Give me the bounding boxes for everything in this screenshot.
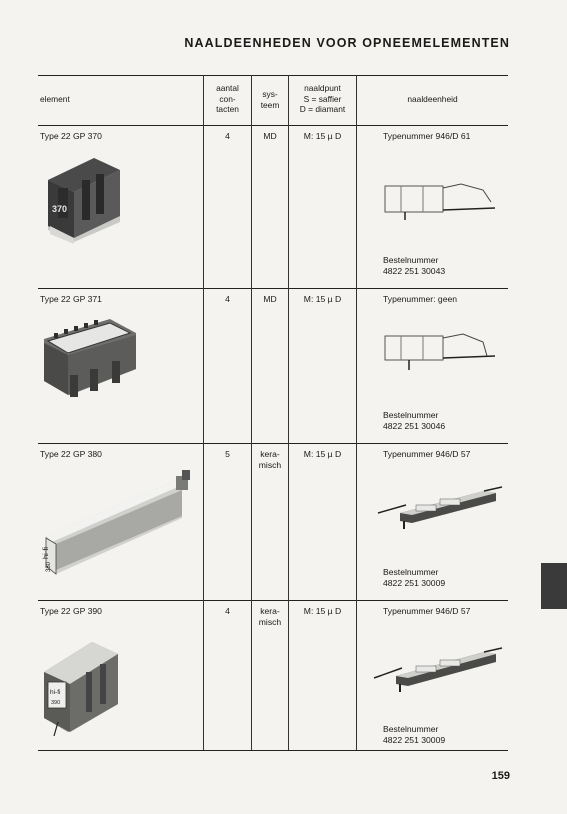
row-divider bbox=[38, 288, 508, 289]
thumb-index-tab bbox=[541, 563, 567, 609]
system-line: misch bbox=[258, 617, 282, 627]
unit-type-number: Typenummer: geen bbox=[383, 294, 458, 304]
cartridge-model-label: 380 bbox=[46, 561, 52, 572]
header-stylus-line: naaldpunt bbox=[304, 83, 341, 93]
header-system-line: sys- bbox=[262, 89, 278, 99]
order-label: Bestelnummer bbox=[383, 410, 439, 420]
element-type: Type 22 GP 390 bbox=[40, 606, 102, 616]
system-value: MD bbox=[263, 131, 277, 141]
contacts-value: 4 bbox=[225, 131, 230, 141]
header-contacts-line: tacten bbox=[216, 104, 239, 114]
cartridge-image bbox=[44, 150, 124, 244]
header-contacts-line: con- bbox=[219, 93, 236, 104]
element-type: Type 22 GP 380 bbox=[40, 449, 102, 459]
cartridge-image bbox=[40, 313, 140, 405]
stylus-unit-image bbox=[372, 642, 504, 692]
system-value bbox=[252, 606, 288, 628]
header-system-line: teem bbox=[260, 99, 280, 110]
column-divider bbox=[203, 75, 204, 750]
order-number: 4822 251 30046 bbox=[383, 421, 446, 431]
header-stylus bbox=[289, 83, 356, 115]
column-divider bbox=[288, 75, 289, 750]
stylus-unit-image bbox=[383, 330, 498, 378]
cartridge-brand-label: hi-fi bbox=[41, 546, 50, 559]
system-line: misch bbox=[258, 460, 282, 470]
header-stylus-line: D = diamant bbox=[299, 104, 346, 114]
cartridge-image bbox=[40, 632, 122, 736]
system-line: kera- bbox=[260, 606, 280, 616]
header-element: element bbox=[40, 94, 70, 104]
stylus-unit-image bbox=[376, 483, 504, 531]
contacts-value: 4 bbox=[225, 606, 230, 616]
stylus-value: M: 15 µ D bbox=[303, 449, 342, 459]
cartridge-brand-label: hi-fi bbox=[50, 689, 61, 696]
row-divider bbox=[38, 443, 508, 444]
column-divider bbox=[356, 75, 357, 750]
header-stylus-line: S = saffier bbox=[303, 93, 342, 104]
page-number: 159 bbox=[491, 770, 510, 782]
header-contacts bbox=[204, 83, 251, 115]
system-line: kera- bbox=[260, 449, 280, 459]
table-top-rule bbox=[38, 75, 508, 76]
contacts-value: 4 bbox=[225, 294, 230, 304]
order-number: 4822 251 30043 bbox=[383, 266, 446, 276]
header-system bbox=[252, 89, 288, 110]
unit-type-number: Typenummer 946/D 61 bbox=[383, 131, 471, 141]
contacts-value: 5 bbox=[225, 449, 230, 459]
order-number: 4822 251 30009 bbox=[383, 735, 446, 745]
stylus-unit-image bbox=[383, 180, 498, 228]
cartridge-image bbox=[42, 466, 192, 578]
order-label: Bestelnummer bbox=[383, 724, 439, 734]
table-bottom-rule bbox=[38, 750, 508, 751]
system-value bbox=[252, 449, 288, 471]
header-contacts-line: aantal bbox=[216, 83, 239, 93]
page-title: NAALDEENHEDEN VOOR OPNEEMELEMENTEN bbox=[184, 36, 510, 50]
header-unit: naaldeenheid bbox=[407, 94, 458, 104]
element-type: Type 22 GP 370 bbox=[40, 131, 102, 141]
column-divider bbox=[251, 75, 252, 750]
order-label: Bestelnummer bbox=[383, 255, 439, 265]
cartridge-model-label: 370 bbox=[52, 204, 68, 214]
unit-type-number: Typenummer 946/D 57 bbox=[383, 449, 471, 459]
stylus-value: M: 15 µ D bbox=[303, 606, 342, 616]
cartridge-model-label: 390 bbox=[51, 700, 61, 706]
stylus-value: M: 15 µ D bbox=[303, 131, 342, 141]
order-number: 4822 251 30009 bbox=[383, 578, 446, 588]
stylus-value: M: 15 µ D bbox=[303, 294, 342, 304]
row-divider bbox=[38, 600, 508, 601]
element-type: Type 22 GP 371 bbox=[40, 294, 102, 304]
system-value: MD bbox=[263, 294, 277, 304]
order-label: Bestelnummer bbox=[383, 567, 439, 577]
header-bottom-rule bbox=[38, 125, 508, 126]
unit-type-number: Typenummer 946/D 57 bbox=[383, 606, 471, 616]
